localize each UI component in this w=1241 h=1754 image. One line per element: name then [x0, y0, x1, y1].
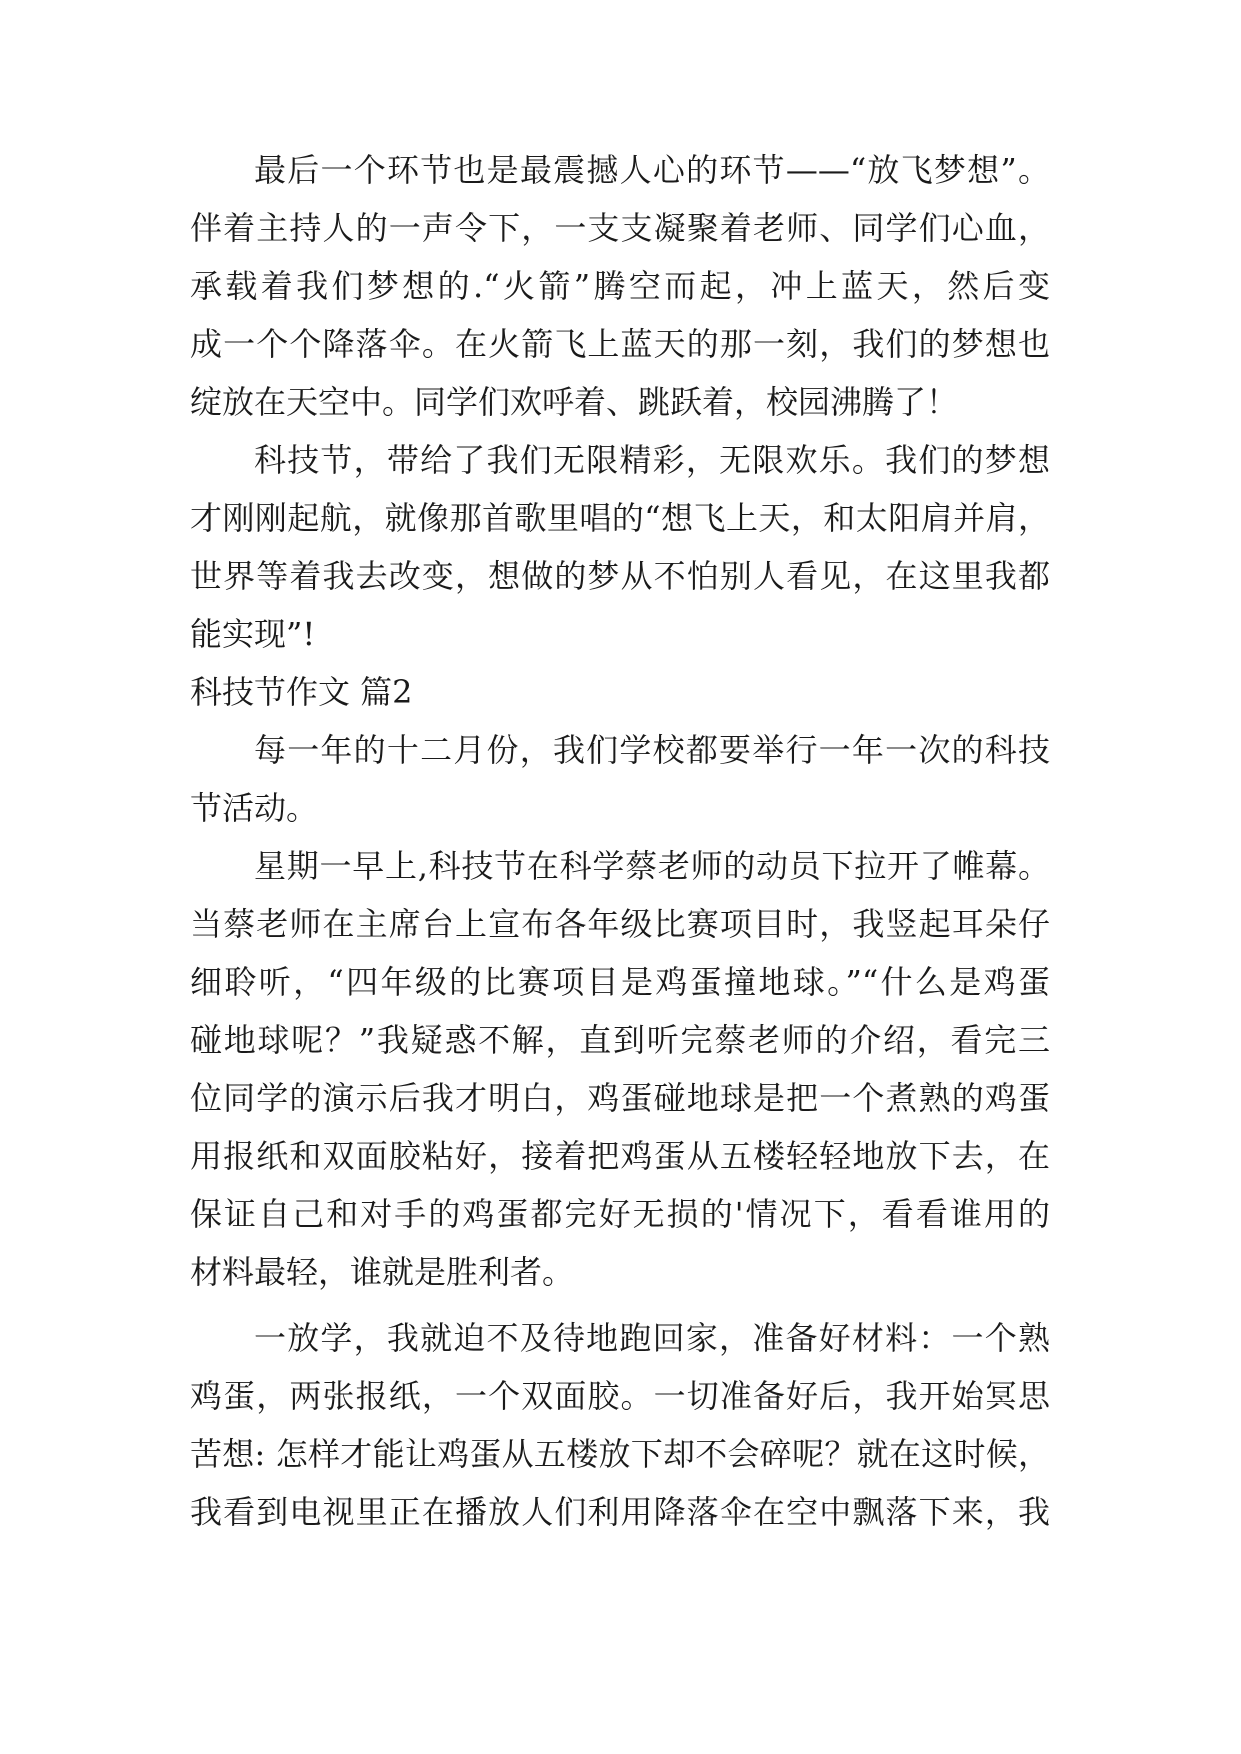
- paragraph-line: 绽放在天空中。同学们欢呼着、跳跃着，校园沸腾了！: [190, 383, 959, 421]
- paragraph-line: 用报纸和双面胶粘好，接着把鸡蛋从五楼轻轻地放下去，在: [190, 1137, 1050, 1175]
- paragraph-line: 最后一个环节也是最震撼人心的环节——“放飞梦想”。: [254, 151, 1050, 189]
- paragraph-line: 每一年的十二月份，我们学校都要举行一年一次的科技: [254, 731, 1050, 769]
- paragraph-line: 科技节，带给了我们无限精彩，无限欢乐。我们的梦想: [254, 441, 1050, 479]
- paragraph-line: 能实现”!: [190, 615, 316, 653]
- paragraph-line: 材料最轻，谁就是胜利者。: [190, 1253, 575, 1291]
- paragraph-line: 我看到电视里正在播放人们利用降落伞在空中飘落下来，我: [190, 1493, 1050, 1531]
- paragraph-line: 承载着我们梦想的.“火箭”腾空而起，冲上蓝天，然后变: [190, 267, 1050, 305]
- paragraph-line: 细聆听，“四年级的比赛项目是鸡蛋撞地球。”“什么是鸡蛋: [190, 963, 1050, 1001]
- paragraph-line: 保证自己和对手的鸡蛋都完好无损的'情况下，看看谁用的: [190, 1195, 1050, 1233]
- section-heading: 科技节作文 篇2: [190, 673, 413, 711]
- paragraph-line: 位同学的演示后我才明白，鸡蛋碰地球是把一个煮熟的鸡蛋: [190, 1079, 1050, 1117]
- paragraph-line: 星期一早上,科技节在科学蔡老师的动员下拉开了帷幕。: [254, 847, 1050, 885]
- paragraph-line: 碰地球呢？”我疑惑不解，直到听完蔡老师的介绍，看完三: [190, 1021, 1050, 1059]
- paragraph-line: 成一个个降落伞。在火箭飞上蓝天的那一刻，我们的梦想也: [190, 325, 1050, 363]
- paragraph-line: 鸡蛋，两张报纸，一个双面胶。一切准备好后，我开始冥思: [190, 1377, 1050, 1415]
- paragraph-line: 世界等着我去改变，想做的梦从不怕别人看见，在这里我都: [190, 557, 1050, 595]
- paragraph-line: 一放学，我就迫不及待地跑回家，准备好材料：一个熟: [254, 1319, 1050, 1357]
- paragraph-line: 才刚刚起航，就像那首歌里唱的“想飞上天，和太阳肩并肩，: [190, 499, 1050, 537]
- paragraph-line: 当蔡老师在主席台上宣布各年级比赛项目时，我竖起耳朵仔: [190, 905, 1050, 943]
- paragraph-line: 伴着主持人的一声令下，一支支凝聚着老师、同学们心血，: [190, 209, 1050, 247]
- paragraph-line: 苦想: 怎样才能让鸡蛋从五楼放下却不会碎呢？就在这时候，: [190, 1435, 1050, 1473]
- paragraph-line: 节活动。: [190, 789, 319, 827]
